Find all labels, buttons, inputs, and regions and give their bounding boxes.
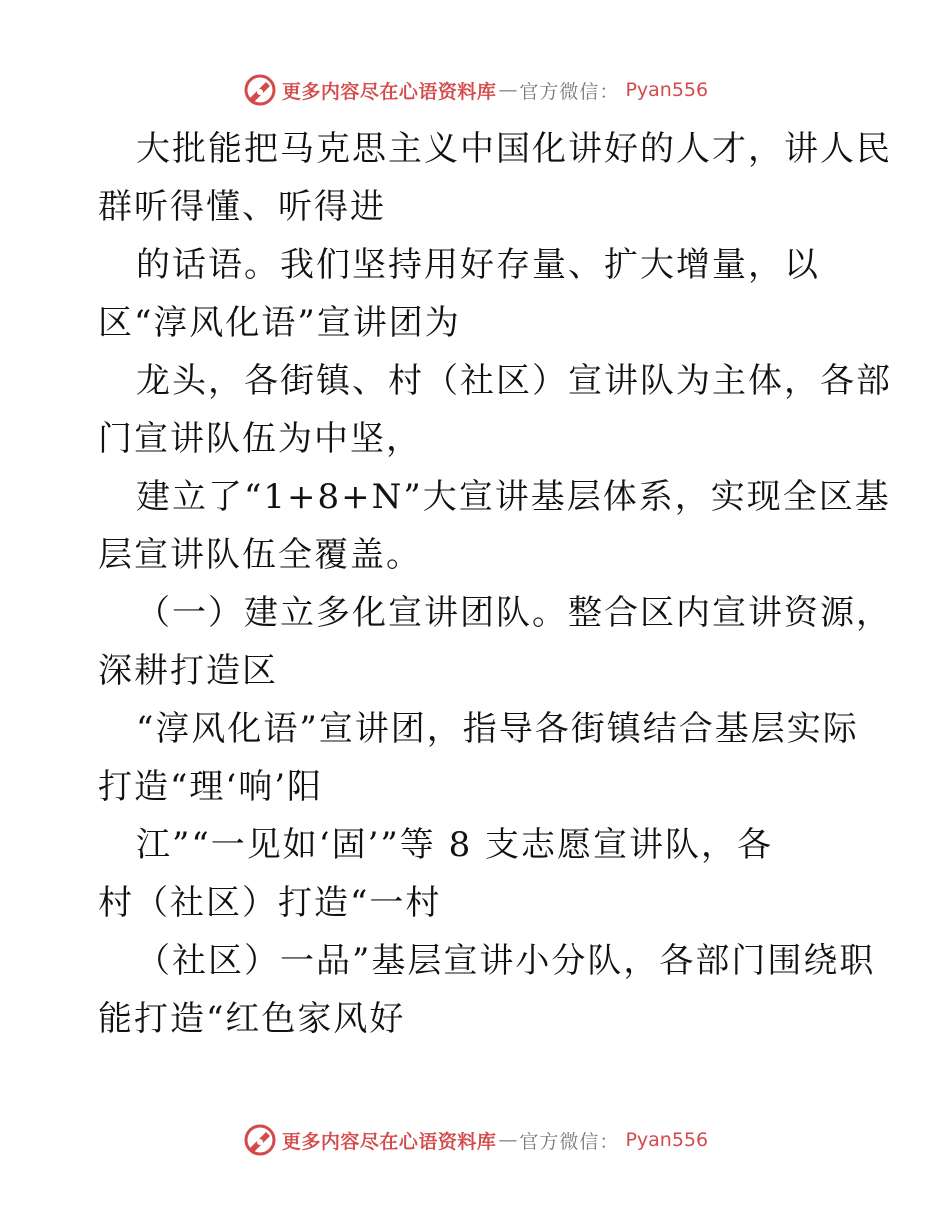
body-line: （社区）一品”基层宣讲小分队，各部门围绕职 bbox=[136, 941, 876, 981]
body-line: 村（社区）打造“一村 bbox=[98, 883, 442, 923]
body-line: 打造“理‘响’阳 bbox=[98, 767, 323, 807]
body-line: 深耕打造区 bbox=[98, 651, 278, 691]
header-watermark bbox=[0, 70, 950, 110]
body-line: 的话语。我们坚持用好存量、扩大增量，以 bbox=[136, 245, 820, 285]
footer-watermark bbox=[0, 1120, 950, 1160]
brush-pen-logo-icon bbox=[242, 1122, 278, 1158]
body-line: 门宣讲队伍为中坚， bbox=[98, 419, 422, 459]
body-line: 区“淳风化语”宣讲团为 bbox=[98, 303, 461, 343]
body-line: 建立了“1+8+N”大宣讲基层体系，实现全区基 bbox=[136, 477, 891, 517]
watermark-wechat-id: Pyan556 bbox=[625, 79, 709, 101]
body-line: 龙头，各街镇、村（社区）宣讲队为主体，各部 bbox=[136, 361, 892, 401]
watermark-dash: — bbox=[498, 79, 518, 101]
watermark-wechat-label: 官方微信： bbox=[519, 1130, 620, 1153]
body-line: （一）建立多化宣讲团队。整合区内宣讲资源， bbox=[136, 593, 892, 633]
body-line: 大批能把马克思主义中国化讲好的人才，讲人民 bbox=[136, 129, 892, 169]
body-line: “淳风化语”宣讲团，指导各街镇结合基层实际 bbox=[136, 709, 859, 749]
body-line: 层宣讲队伍全覆盖。 bbox=[98, 535, 422, 575]
body-line: 群听得懂、听得进 bbox=[98, 187, 386, 227]
watermark-wechat-id: Pyan556 bbox=[625, 1129, 709, 1151]
watermark-wechat-label: 官方微信： bbox=[519, 80, 620, 103]
document-body bbox=[98, 120, 898, 1048]
watermark-brand: 更多内容尽在心语资料库 bbox=[281, 1130, 497, 1153]
watermark-brand: 更多内容尽在心语资料库 bbox=[281, 80, 497, 103]
body-line: 江”“一见如‘固’”等 8 支志愿宣讲队，各 bbox=[136, 825, 774, 865]
body-line: 能打造“红色家风好 bbox=[98, 999, 406, 1039]
watermark-dash: — bbox=[498, 1129, 518, 1151]
brush-pen-logo-icon bbox=[242, 72, 278, 108]
